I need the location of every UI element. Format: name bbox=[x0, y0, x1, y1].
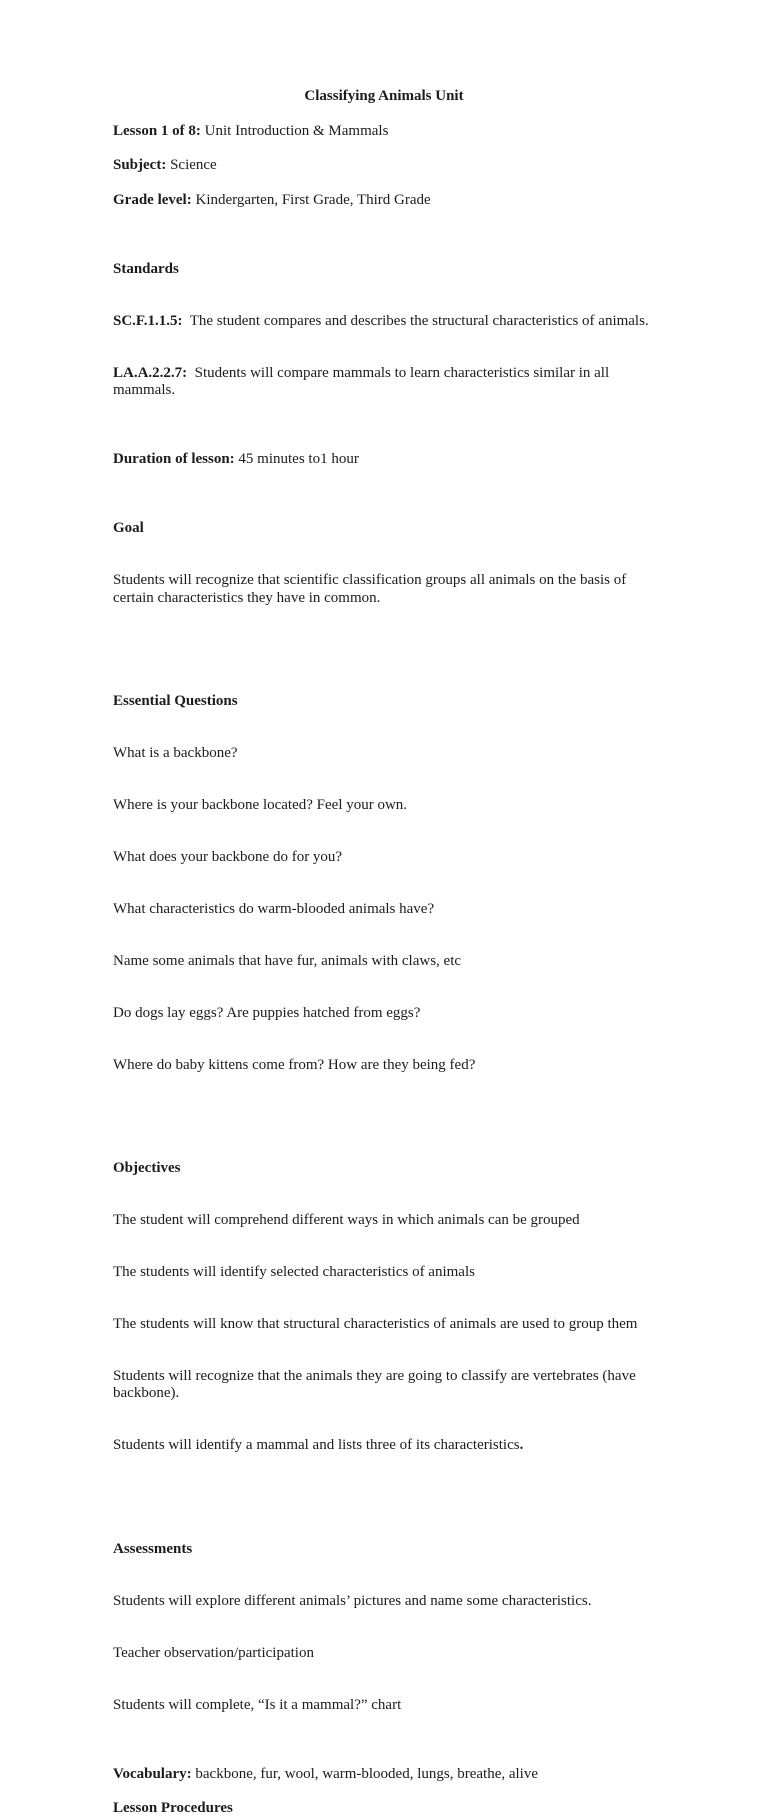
grade-level-text: Kindergarten, First Grade, Third Grade bbox=[191, 191, 431, 208]
objective-final-period: . bbox=[519, 1437, 524, 1454]
standard-text: Students will compare mammals to learn characteristics similar in all mammals. bbox=[113, 364, 613, 399]
document-title: Classifying Animals Unit bbox=[304, 88, 464, 104]
essential-question: Where is your backbone located? Feel your own. bbox=[113, 797, 408, 814]
standard-code: SC.F.1.1.5: bbox=[113, 312, 183, 329]
assessment-item: Teacher observation/participation bbox=[113, 1644, 314, 1661]
essential-questions-section bbox=[113, 659, 655, 1109]
grade-level-label: Grade level: bbox=[113, 191, 192, 208]
subject-label: Subject: bbox=[113, 157, 167, 174]
vocabulary-label: Vocabulary: bbox=[113, 1765, 192, 1782]
standards-heading: Standards bbox=[113, 260, 179, 277]
objective-item: The student will comprehend different ways in which animals can be grouped bbox=[113, 1212, 580, 1229]
essential-questions-heading: Essential Questions bbox=[113, 693, 238, 710]
objective-text: Students will identify a mammal and lists three of its characteristics bbox=[113, 1437, 520, 1454]
duration-label: Duration of lesson: bbox=[113, 451, 235, 468]
subject-text: Science bbox=[166, 157, 217, 174]
assessments-heading: Assessments bbox=[113, 1540, 193, 1557]
essential-question: Name some animals that have fur, animals with claws, etc bbox=[113, 952, 462, 969]
assessment-item: Students will complete, “Is it a mammal?” chart bbox=[113, 1696, 402, 1713]
objective-item bbox=[113, 1437, 655, 1454]
goal-section bbox=[113, 486, 655, 642]
standard-text: The student compares and describes the structural characteristics of animals. bbox=[182, 312, 649, 329]
assessments-section bbox=[113, 1506, 655, 1748]
essential-question: Where do baby kittens come from? How are they being fed? bbox=[113, 1056, 476, 1073]
standard-code: LA.A.2.2.7: bbox=[113, 364, 188, 381]
objective-item: The students will know that structural characteristics of animals are used to group them bbox=[113, 1316, 638, 1333]
duration-line bbox=[113, 451, 655, 468]
grade-level-line bbox=[113, 192, 655, 209]
essential-question: What does your backbone do for you? bbox=[113, 849, 343, 866]
essential-question: What characteristics do warm-blooded animals have? bbox=[113, 900, 435, 917]
assessment-item: Students will explore different animals’ pictures and name some characteristics. bbox=[113, 1592, 592, 1609]
essential-question: Do dogs lay eggs? Are puppies hatched from eggs? bbox=[113, 1004, 421, 1021]
objective-item: Students will recognize that the animals they are going to classify are vertebrates (have backbone). bbox=[113, 1367, 640, 1402]
lesson-text: Unit Introduction & Mammals bbox=[200, 122, 389, 139]
goal-heading: Goal bbox=[113, 520, 144, 537]
lesson-line bbox=[113, 123, 655, 140]
standard-item bbox=[113, 365, 655, 400]
subject-line bbox=[113, 157, 655, 174]
essential-question: What is a backbone? bbox=[113, 745, 238, 762]
vocabulary-line bbox=[113, 1766, 655, 1783]
objective-item: The students will identify selected characteristics of animals bbox=[113, 1264, 475, 1281]
lesson-procedures-heading: Lesson Procedures bbox=[113, 1800, 233, 1817]
objectives-heading: Objectives bbox=[113, 1160, 181, 1177]
standard-item bbox=[113, 313, 655, 330]
vocabulary-text: backbone, fur, wool, warm-blooded, lungs, breathe, alive bbox=[191, 1765, 539, 1782]
objectives-section bbox=[113, 1126, 655, 1489]
lesson-label: Lesson 1 of 8: bbox=[113, 122, 201, 139]
goal-text: Students will recognize that scientific classification groups all animals on the basis of certain characteristics they have in common. bbox=[113, 572, 630, 606]
duration-text: 45 minutes to1 hour bbox=[234, 451, 359, 468]
standards-section bbox=[113, 226, 655, 434]
